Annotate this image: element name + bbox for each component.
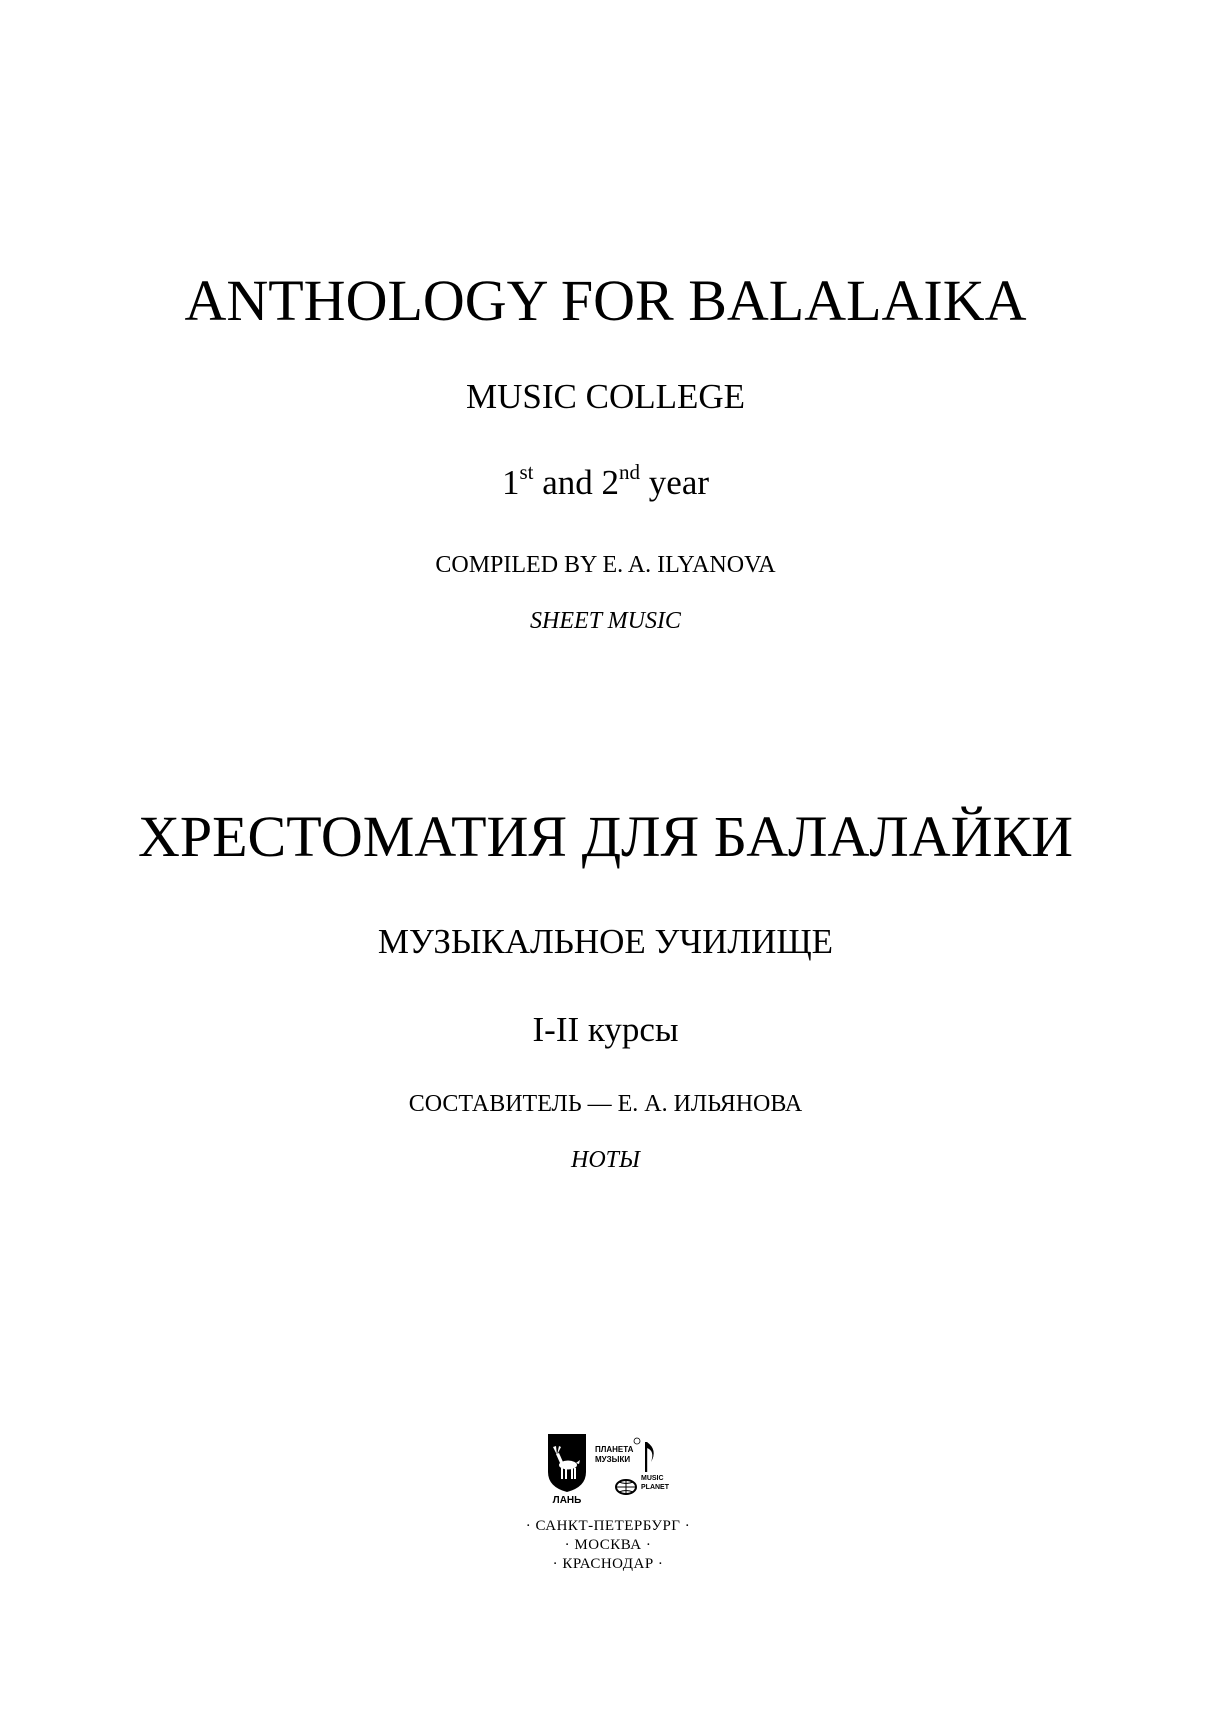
planet-music-logo-icon	[595, 1438, 670, 1494]
english-compiler: COMPILED BY E. A. ILYANOVA	[435, 552, 776, 578]
russian-year: I-II курсы	[532, 1010, 679, 1049]
city-saint-petersburg: · САНКТ-ПЕТЕРБУРГ ·	[525, 1518, 691, 1534]
publisher-logos	[546, 1432, 682, 1504]
year-first-number: 1	[501, 463, 520, 502]
year-end-text: year	[640, 463, 710, 502]
lan-deer-logo-icon	[548, 1434, 586, 1504]
russian-subtitle: МУЗЫКАЛЬНОЕ УЧИЛИЩЕ	[377, 922, 834, 961]
publisher-cities	[510, 1517, 706, 1574]
year-first-suffix: st	[519, 460, 534, 484]
english-subtitle: MUSIC COLLEGE	[465, 377, 746, 416]
russian-compiler: СОСТАВИТЕЛЬ — Е. А. ИЛЬЯНОВА	[408, 1091, 803, 1117]
city-moscow: · МОСКВА ·	[564, 1537, 652, 1553]
russian-publication-type: НОТЫ	[571, 1147, 640, 1173]
music-planet-text-line2: PLANET	[641, 1484, 669, 1491]
russian-title: ХРЕСТОМАТИЯ ДЛЯ БАЛАЛАЙКИ	[137, 804, 1074, 869]
english-publication-type: SHEET MUSIC	[530, 608, 681, 634]
english-year	[0, 460, 1211, 502]
planet-music-text-line1: ПЛАНЕТА	[595, 1445, 634, 1454]
planet-music-text-line2: МУЗЫКИ	[595, 1455, 631, 1464]
year-middle-text: and 2	[533, 463, 620, 502]
city-krasnodar: · КРАСНОДАР ·	[552, 1556, 664, 1572]
publisher-block	[510, 1432, 706, 1580]
english-title: ANTHOLOGY FOR BALALAIKA	[184, 268, 1027, 333]
music-planet-text-line1: MUSIC	[641, 1475, 664, 1482]
year-second-suffix: nd	[619, 460, 641, 484]
lan-logo-text: ЛАНЬ	[552, 1495, 582, 1504]
